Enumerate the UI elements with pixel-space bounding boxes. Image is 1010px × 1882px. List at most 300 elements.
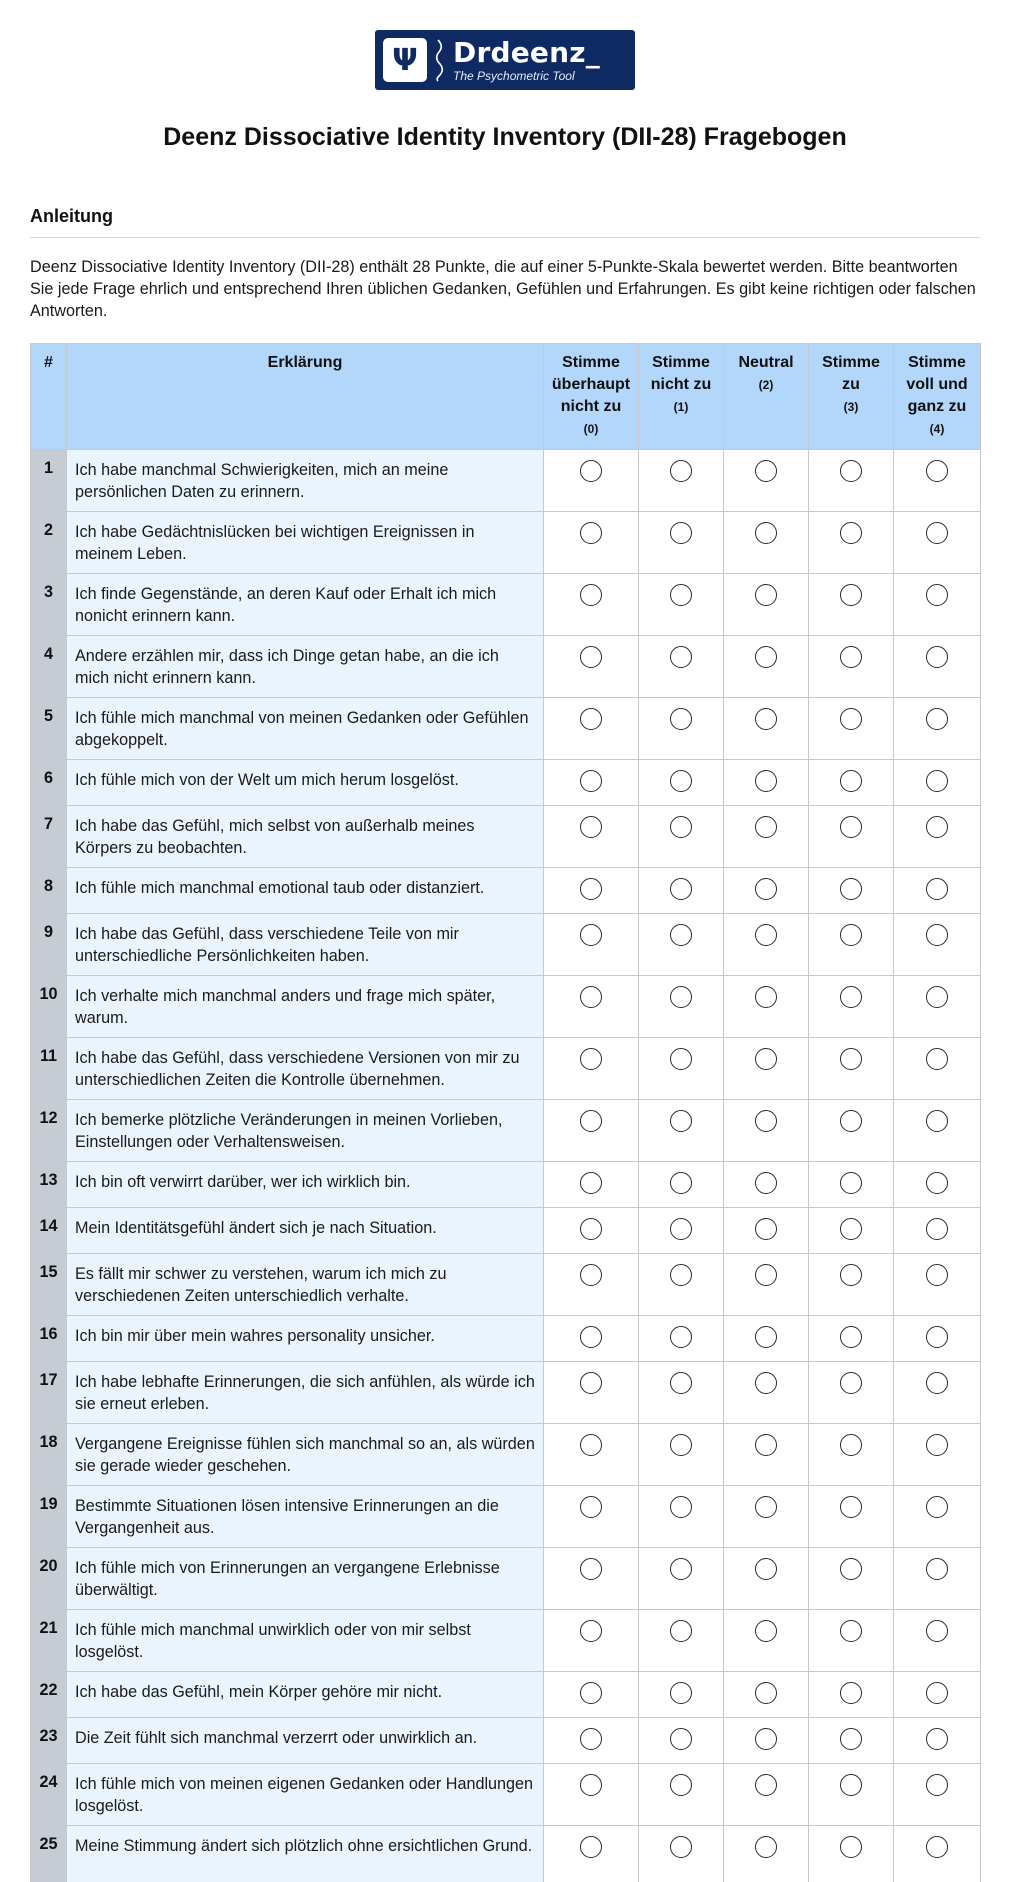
answer-cell [639,574,724,636]
question-statement: Ich habe Gedächtnislücken bei wichtigen Ereignissen in meinem Leben. [67,512,544,574]
answer-radio-3[interactable] [840,770,862,792]
instructions-text: Deenz Dissociative Identity Inventory (DII-28) enthält 28 Punkte, die auf einer 5-Punkte-Skala bewertet werden. Bitte beantworten Sie jede Frage ehrlich und entsprechend Ihren üblichen Gedanken, Gefühlen und Erfahrungen. Es gibt keine richtigen oder falschen Antworten. [30,258,976,320]
answer-cell [809,1208,894,1254]
answer-cell [639,1208,724,1254]
logo-name: Drdeenz_ [453,35,600,69]
question-number: 13 [31,1162,67,1208]
answer-radio-3[interactable] [840,878,862,900]
answer-radio-1[interactable] [670,816,692,838]
scale-label: Stimme überhaupt nicht zu [551,354,631,415]
table-row [31,636,981,698]
header-scale-2 [724,344,809,450]
answer-cell [544,1254,639,1316]
instructions-heading: Anleitung [30,206,980,238]
answer-radio-1[interactable] [670,584,692,606]
answer-cell [894,1424,981,1486]
answer-cell [544,760,639,806]
answer-cell [724,1424,809,1486]
answer-radio-0[interactable] [580,1434,602,1456]
answer-cell [809,868,894,914]
answer-radio-0[interactable] [580,1372,602,1394]
answer-radio-1[interactable] [670,770,692,792]
answer-radio-1[interactable] [670,924,692,946]
answer-radio-3[interactable] [840,1434,862,1456]
answer-cell [894,914,981,976]
answer-cell [894,1362,981,1424]
header-scale-4 [894,344,981,450]
answer-cell [544,636,639,698]
answer-cell [544,914,639,976]
answer-radio-2[interactable] [755,708,777,730]
answer-cell [894,574,981,636]
answer-radio-3[interactable] [840,1682,862,1704]
table-row [31,1100,981,1162]
answer-radio-3[interactable] [840,1774,862,1796]
table-row [31,914,981,976]
answer-radio-4[interactable] [926,1836,948,1858]
answer-cell [639,1362,724,1424]
answer-radio-4[interactable] [926,1048,948,1070]
brand-logo [375,30,635,90]
answer-cell [809,1486,894,1548]
answer-radio-1[interactable] [670,646,692,668]
answer-radio-1[interactable] [670,1372,692,1394]
answer-cell [809,1826,894,1882]
answer-radio-2[interactable] [755,878,777,900]
question-number: 14 [31,1208,67,1254]
answer-radio-0[interactable] [580,1326,602,1348]
answer-radio-4[interactable] [926,708,948,730]
answer-cell [724,1038,809,1100]
answer-cell [894,1548,981,1610]
question-number: 8 [31,868,67,914]
question-statement: Ich fühle mich manchmal emotional taub oder distanziert. [67,868,544,914]
answer-cell [809,1548,894,1610]
answer-cell [809,1316,894,1362]
answer-cell [809,806,894,868]
answer-cell [639,1100,724,1162]
answer-radio-2[interactable] [755,1496,777,1518]
answer-radio-4[interactable] [926,1774,948,1796]
question-statement: Ich bemerke plötzliche Veränderungen in meinen Vorlieben, Einstellungen oder Verhaltensweisen. [67,1100,544,1162]
answer-radio-0[interactable] [580,1172,602,1194]
answer-cell [639,1610,724,1672]
answer-radio-2[interactable] [755,1434,777,1456]
answer-radio-0[interactable] [580,1048,602,1070]
answer-cell [544,1826,639,1882]
answer-cell [724,1316,809,1362]
answer-radio-1[interactable] [670,1774,692,1796]
answer-radio-2[interactable] [755,1048,777,1070]
question-statement: Ich fühle mich manchmal unwirklich oder von mir selbst losgelöst. [67,1610,544,1672]
question-statement: Ich habe das Gefühl, mein Körper gehöre mir nicht. [67,1672,544,1718]
answer-radio-4[interactable] [926,878,948,900]
question-number: 16 [31,1316,67,1362]
answer-cell [724,512,809,574]
answer-radio-2[interactable] [755,1774,777,1796]
answer-radio-3[interactable] [840,1110,862,1132]
answer-radio-4[interactable] [926,1496,948,1518]
answer-radio-4[interactable] [926,1110,948,1132]
answer-cell [724,1764,809,1826]
answer-radio-1[interactable] [670,986,692,1008]
answer-radio-3[interactable] [840,986,862,1008]
answer-radio-0[interactable] [580,1774,602,1796]
table-row [31,512,981,574]
answer-cell [894,1208,981,1254]
answer-radio-4[interactable] [926,1172,948,1194]
table-row [31,1424,981,1486]
answer-cell [724,1486,809,1548]
answer-radio-2[interactable] [755,522,777,544]
answer-radio-2[interactable] [755,816,777,838]
answer-radio-3[interactable] [840,460,862,482]
answer-cell [639,1424,724,1486]
answer-radio-1[interactable] [670,1558,692,1580]
answer-cell [544,574,639,636]
answer-cell [639,1162,724,1208]
answer-radio-1[interactable] [670,1326,692,1348]
answer-radio-0[interactable] [580,770,602,792]
answer-radio-2[interactable] [755,1326,777,1348]
answer-cell [724,1826,809,1882]
question-statement: Die Zeit fühlt sich manchmal verzerrt oder unwirklich an. [67,1718,544,1764]
answer-radio-2[interactable] [755,1620,777,1642]
answer-radio-0[interactable] [580,460,602,482]
answer-cell [894,698,981,760]
answer-cell [809,636,894,698]
table-row [31,1548,981,1610]
answer-radio-1[interactable] [670,1836,692,1858]
answer-cell [894,1100,981,1162]
logo-tagline: The Psychometric Tool [453,68,575,83]
answer-radio-0[interactable] [580,708,602,730]
answer-radio-2[interactable] [755,1264,777,1286]
scale-value: (3) [843,400,859,414]
answer-cell [894,1764,981,1826]
question-number: 24 [31,1764,67,1826]
answer-radio-0[interactable] [580,816,602,838]
table-row [31,868,981,914]
question-number: 22 [31,1672,67,1718]
answer-cell [544,976,639,1038]
answer-radio-4[interactable] [926,460,948,482]
answer-radio-4[interactable] [926,1326,948,1348]
answer-cell [809,698,894,760]
answer-cell [724,1610,809,1672]
answer-cell [809,1100,894,1162]
answer-radio-3[interactable] [840,1496,862,1518]
table-row [31,1162,981,1208]
table-row [31,1486,981,1548]
answer-radio-1[interactable] [670,1682,692,1704]
answer-cell [639,1718,724,1764]
answer-radio-2[interactable] [755,1682,777,1704]
answer-radio-3[interactable] [840,1326,862,1348]
question-statement: Ich habe das Gefühl, dass verschiedene Versionen von mir zu unterschiedlichen Zeiten die Kontrolle übernehmen. [67,1038,544,1100]
answer-radio-2[interactable] [755,1558,777,1580]
answer-radio-4[interactable] [926,1218,948,1240]
answer-cell [639,760,724,806]
answer-cell [724,574,809,636]
answer-radio-2[interactable] [755,1218,777,1240]
page-title: Deenz Dissociative Identity Inventory (DII-28) Fragebogen [163,123,847,151]
answer-radio-0[interactable] [580,878,602,900]
answer-radio-3[interactable] [840,1372,862,1394]
answer-radio-4[interactable] [926,584,948,606]
answer-cell [894,1672,981,1718]
answer-radio-0[interactable] [580,1496,602,1518]
answer-cell [639,1548,724,1610]
answer-radio-4[interactable] [926,1620,948,1642]
answer-cell [639,1826,724,1882]
answer-radio-1[interactable] [670,522,692,544]
answer-radio-2[interactable] [755,1372,777,1394]
answer-radio-3[interactable] [840,1264,862,1286]
answer-radio-1[interactable] [670,1264,692,1286]
question-statement: Mein Identitätsgefühl ändert sich je nach Situation. [67,1208,544,1254]
answer-radio-4[interactable] [926,924,948,946]
answer-cell [809,1764,894,1826]
psi-logo-icon: Ψ [383,38,427,82]
table-row [31,698,981,760]
answer-cell [544,1764,639,1826]
answer-cell [544,1610,639,1672]
answer-cell [639,698,724,760]
questionnaire-table [30,343,981,1882]
answer-radio-4[interactable] [926,816,948,838]
answer-radio-3[interactable] [840,924,862,946]
answer-radio-2[interactable] [755,1836,777,1858]
answer-cell [894,806,981,868]
answer-radio-0[interactable] [580,646,602,668]
answer-radio-4[interactable] [926,1682,948,1704]
answer-cell [724,698,809,760]
answer-cell [894,976,981,1038]
answer-cell [639,636,724,698]
scale-value: (0) [583,422,599,436]
answer-cell [544,1038,639,1100]
answer-radio-3[interactable] [840,1620,862,1642]
answer-radio-3[interactable] [840,522,862,544]
answer-radio-1[interactable] [670,460,692,482]
answer-cell [809,760,894,806]
answer-radio-1[interactable] [670,1620,692,1642]
scale-value: (2) [758,378,774,392]
answer-radio-4[interactable] [926,1372,948,1394]
answer-cell [724,1672,809,1718]
answer-cell [724,1100,809,1162]
answer-cell [639,450,724,512]
answer-cell [544,450,639,512]
answer-cell [894,450,981,512]
table-row [31,450,981,512]
answer-cell [894,1038,981,1100]
answer-radio-0[interactable] [580,924,602,946]
table-row [31,760,981,806]
answer-cell [894,512,981,574]
answer-radio-3[interactable] [840,1218,862,1240]
question-statement: Meine Stimmung ändert sich plötzlich ohne ersichtlichen Grund. [67,1826,544,1882]
answer-radio-0[interactable] [580,1728,602,1750]
answer-cell [544,1362,639,1424]
answer-radio-2[interactable] [755,584,777,606]
answer-radio-0[interactable] [580,584,602,606]
answer-cell [639,1254,724,1316]
answer-radio-1[interactable] [670,1048,692,1070]
question-number: 3 [31,574,67,636]
answer-cell [809,1162,894,1208]
answer-radio-4[interactable] [926,986,948,1008]
answer-cell [544,1208,639,1254]
answer-cell [894,1486,981,1548]
answer-radio-3[interactable] [840,584,862,606]
table-row [31,1826,981,1882]
answer-cell [639,976,724,1038]
answer-cell [544,698,639,760]
answer-radio-1[interactable] [670,1110,692,1132]
question-number: 20 [31,1548,67,1610]
answer-cell [809,1254,894,1316]
answer-radio-0[interactable] [580,1682,602,1704]
answer-radio-3[interactable] [840,1558,862,1580]
table-row [31,1362,981,1424]
logo-text [453,35,600,83]
answer-cell [724,976,809,1038]
question-number: 15 [31,1254,67,1316]
answer-radio-2[interactable] [755,770,777,792]
answer-cell [639,512,724,574]
question-statement: Ich habe das Gefühl, dass verschiedene Teile von mir unterschiedliche Persönlichkeiten haben. [67,914,544,976]
answer-radio-2[interactable] [755,1728,777,1750]
answer-radio-3[interactable] [840,1728,862,1750]
answer-radio-4[interactable] [926,646,948,668]
question-number: 17 [31,1362,67,1424]
question-number: 5 [31,698,67,760]
answer-radio-0[interactable] [580,1620,602,1642]
answer-radio-0[interactable] [580,1836,602,1858]
answer-radio-4[interactable] [926,1264,948,1286]
scale-value: (1) [673,400,689,414]
answer-radio-3[interactable] [840,1836,862,1858]
answer-cell [894,1718,981,1764]
answer-radio-3[interactable] [840,1172,862,1194]
question-number: 4 [31,636,67,698]
answer-radio-0[interactable] [580,1264,602,1286]
question-statement: Ich fühle mich von der Welt um mich herum losgelöst. [67,760,544,806]
answer-radio-2[interactable] [755,460,777,482]
answer-radio-2[interactable] [755,924,777,946]
table-row [31,1316,981,1362]
answer-radio-1[interactable] [670,1496,692,1518]
answer-radio-1[interactable] [670,878,692,900]
answer-radio-2[interactable] [755,1110,777,1132]
header-number: # [31,344,67,450]
question-number: 6 [31,760,67,806]
answer-radio-3[interactable] [840,816,862,838]
answer-cell [724,1548,809,1610]
answer-radio-0[interactable] [580,522,602,544]
answer-radio-4[interactable] [926,1558,948,1580]
answer-radio-2[interactable] [755,646,777,668]
answer-cell [894,1610,981,1672]
answer-cell [894,1162,981,1208]
answer-radio-1[interactable] [670,1434,692,1456]
answer-radio-0[interactable] [580,986,602,1008]
answer-radio-3[interactable] [840,1048,862,1070]
answer-radio-0[interactable] [580,1558,602,1580]
answer-cell [724,760,809,806]
answer-cell [724,868,809,914]
answer-cell [894,868,981,914]
question-statement: Ich bin mir über mein wahres personality unsicher. [67,1316,544,1362]
question-number: 21 [31,1610,67,1672]
table-row [31,1672,981,1718]
question-number: 18 [31,1424,67,1486]
answer-cell [544,1424,639,1486]
table-row [31,574,981,636]
answer-cell [544,1548,639,1610]
answer-cell [809,574,894,636]
answer-radio-4[interactable] [926,1434,948,1456]
answer-radio-0[interactable] [580,1110,602,1132]
answer-radio-4[interactable] [926,770,948,792]
answer-radio-3[interactable] [840,708,862,730]
table-row [31,1610,981,1672]
answer-cell [809,1672,894,1718]
question-number: 23 [31,1718,67,1764]
answer-radio-1[interactable] [670,1172,692,1194]
answer-radio-4[interactable] [926,1728,948,1750]
question-number: 25 [31,1826,67,1882]
header-scale-1 [639,344,724,450]
answer-cell [639,1672,724,1718]
answer-radio-2[interactable] [755,1172,777,1194]
table-row [31,976,981,1038]
answer-radio-0[interactable] [580,1218,602,1240]
answer-cell [724,914,809,976]
question-number: 2 [31,512,67,574]
question-statement: Ich habe lebhafte Erinnerungen, die sich anfühlen, als würde ich sie erneut erleben. [67,1362,544,1424]
answer-cell [544,512,639,574]
answer-cell [639,914,724,976]
answer-cell [809,1610,894,1672]
table-row [31,806,981,868]
answer-cell [809,1038,894,1100]
answer-cell [809,914,894,976]
answer-cell [724,1208,809,1254]
header-statement: Erklärung [67,344,544,450]
answer-cell [639,806,724,868]
answer-cell [809,1718,894,1764]
question-number: 10 [31,976,67,1038]
answer-radio-3[interactable] [840,646,862,668]
answer-radio-2[interactable] [755,986,777,1008]
answer-radio-1[interactable] [670,1728,692,1750]
answer-radio-4[interactable] [926,522,948,544]
answer-cell [724,1162,809,1208]
answer-cell [544,806,639,868]
question-statement: Ich habe das Gefühl, mich selbst von außerhalb meines Körpers zu beobachten. [67,806,544,868]
answer-radio-1[interactable] [670,1218,692,1240]
header-scale-3 [809,344,894,450]
answer-cell [544,1316,639,1362]
answer-radio-1[interactable] [670,708,692,730]
question-number: 19 [31,1486,67,1548]
answer-cell [809,976,894,1038]
answer-cell [809,1362,894,1424]
scale-value: (4) [929,422,945,436]
